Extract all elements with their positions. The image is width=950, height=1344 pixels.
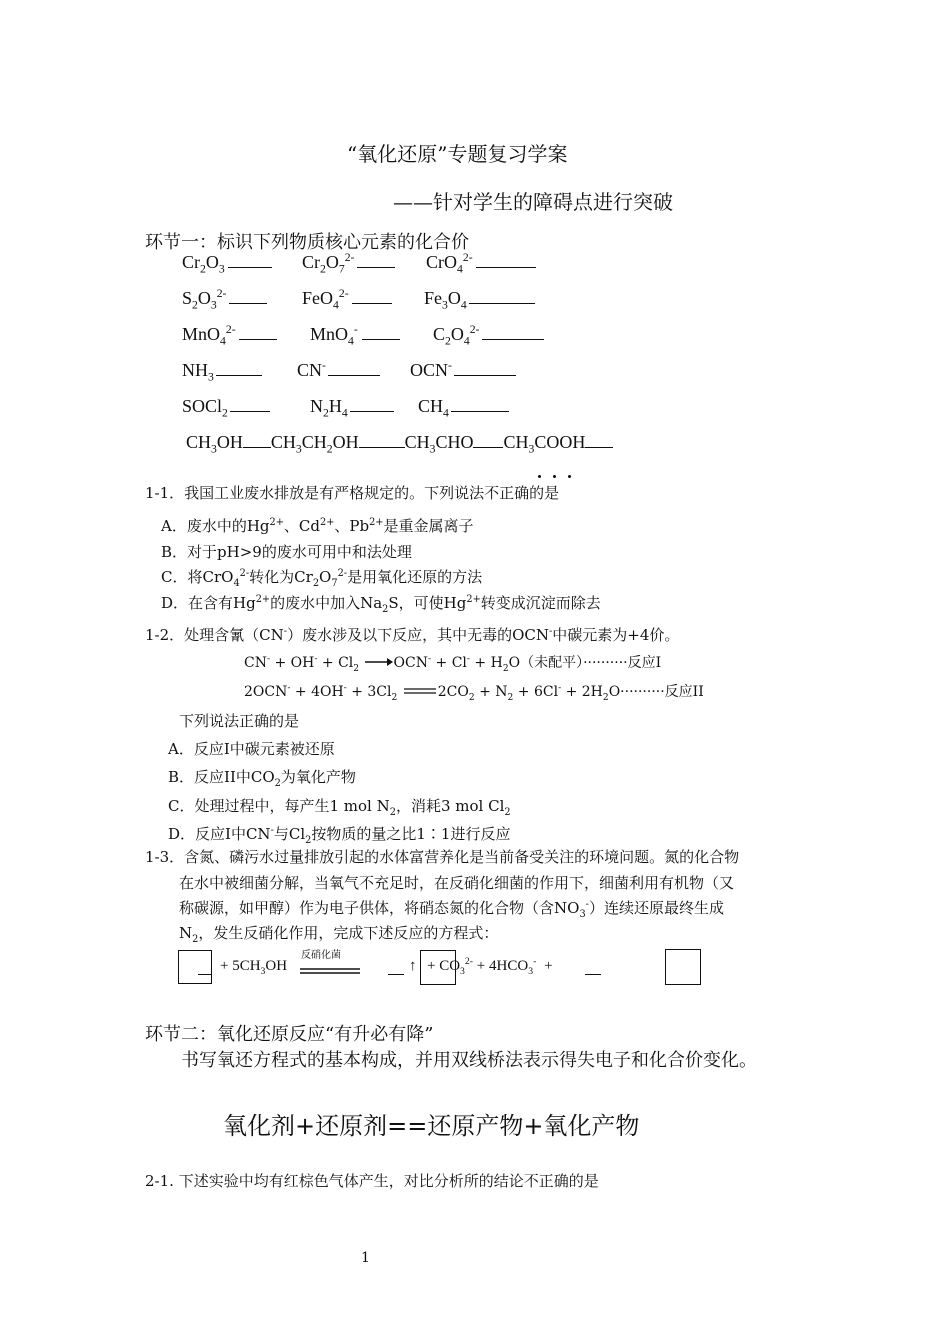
answer-blank[interactable] [239,338,277,340]
answer-blank[interactable] [451,410,509,412]
formula-mno4: MnO$_4$- [310,324,400,345]
formula-cr2o3: $Cr_2O_3$ [182,252,272,273]
q1-2-stem: 1-2．处理含氰（CN-）废水涉及以下反应，其中无毒的OCN-中碳元素为+4价。 [145,626,680,644]
formula-ch4: $CH_4$ [418,396,509,417]
section2-description: 书写氧还方程式的基本构成，并用双线桥法表示得失电子和化合价变化。 [181,1050,757,1071]
emphasis-dot [538,475,541,478]
q1-1-stem: 1-1．我国工业废水排放是有严格规定的。下列说法不正确的是 [145,484,560,502]
formula-c2o4: $C_2O_4^{2-}$ [433,324,544,345]
answer-box-reactant[interactable] [178,950,212,984]
answer-blank[interactable] [198,973,212,975]
answer-blank[interactable] [216,374,262,376]
reaction-2: $2OCN^- + 4OH^- + 3Cl_2$ $2CO_2 + N_2 + 6Cl^- + 2H_2O\cdot\cdot\cdot\cdot\cdot\cdot\cdot\cdot\cdot\cdot$反应II [244,683,704,703]
answer-blank[interactable] [229,302,267,304]
page-subtitle: ——针对学生的障碍点进行突破 [393,190,673,214]
answer-blank[interactable] [476,266,536,268]
section1-heading: 环节一：标识下列物质核心元素的化合价 [145,232,469,253]
answer-blank[interactable] [228,266,272,268]
formula-fe3o4: $Fe_3O_4$ [424,288,535,309]
gas-arrow-icon: ↑ [409,958,417,974]
q1-1-option-c[interactable]: C．将CrO$_4^{2-}$转化为$Cr_2O_7^{2-}$是用氧化还原的方法 [161,568,483,589]
answer-blank[interactable] [388,973,404,975]
answer-blank[interactable] [469,302,535,304]
redox-general-formula: 氧化剂+还原剂==还原产物+氧化产物 [223,1112,640,1140]
answer-blank[interactable] [230,410,270,412]
formula-socl2: SOCl$_2$ [182,396,270,417]
emphasis-dot [553,475,556,478]
q1-2-prompt: 下列说法正确的是 [179,712,300,730]
page-title: “氧化还原”专题复习学案 [347,142,568,166]
section2-heading: 环节二：氧化还原反应“有升必有降” [145,1024,434,1045]
q1-2-option-c[interactable]: C．处理过程中，每产生1 mol $N_2$，消耗3 mol $Cl_2$ [168,797,511,818]
q2-1-stem: 2-1. 下述实验中均有红棕色气体产生，对比分析所的结论不正确的是 [145,1172,599,1190]
formula-cro4: CrO$_4^{2-}$ [426,252,536,273]
formula-nh3: $NH_3$ [182,360,262,381]
q1-3-line3: 称碳源，如甲醇）作为电子供体，将硝态氮的化合物（含$NO_3^-$）连续还原最终生成 [179,899,724,920]
formula-cr2o7: $Cr_2O_7^{2-}$ [302,252,395,273]
formula-feo4: FeO$_4^{2-}$ [302,288,392,309]
q1-1-option-d[interactable]: D．在含有$Hg^{2+}$的废水中加入$Na_2S$，可使$Hg^{2+}$转变成沉淀而除去 [161,594,601,615]
reaction-arrow-icon [364,655,394,671]
catalyst-label: 反硝化菌 [301,950,341,961]
formula-n2h4: $N_2H_4$ [310,396,394,417]
answer-blank[interactable] [350,410,394,412]
answer-blank[interactable] [482,338,544,340]
q1-2-option-b[interactable]: B．反应II中$CO_2$为氧化产物 [168,768,356,789]
q1-3-line2: 在水中被细菌分解，当氧气不充足时，在反硝化细菌的作用下，细菌利用有机物（又 [179,874,735,892]
q1-2-option-d[interactable]: D．反应I中CN-与$Cl_2$按物质的量之比1∶1进行反应 [168,825,511,846]
page-number: 1 [361,1250,370,1266]
answer-blank[interactable] [362,338,400,340]
methanol-term: + $5CH_3OH$ [220,958,288,977]
equals-sign-icon [402,684,438,700]
double-line-icon [300,960,360,979]
answer-blank[interactable] [585,446,613,448]
answer-blank[interactable] [352,302,392,304]
answer-blank[interactable] [473,446,503,448]
answer-box-product[interactable] [665,949,701,985]
formula-s2o3: $S_2O_3^{2-}$ [182,288,267,309]
answer-blank[interactable] [243,446,271,448]
answer-blank[interactable] [328,374,380,376]
answer-blank[interactable] [357,266,395,268]
q1-3-line1: 1-3．含氮、磷污水过量排放引起的水体富营养化是当前备受关注的环境问题。氮的化合物 [145,848,740,866]
q1-2-option-a[interactable]: A．反应I中碳元素被还原 [168,740,335,758]
answer-blank[interactable] [454,374,516,376]
answer-blank[interactable] [359,446,405,448]
formula-ocn: OCN- [410,360,516,381]
formula-mno4-2: MnO$_4^{2-}$ [182,324,277,345]
products-term: + $CO_3^{2-} + 4HCO_3^-$ + [427,956,553,977]
reaction-1: $CN^- + OH^- + Cl_2$ $OCN^- + Cl^- + H_2O$（未配平）··········反应I [244,654,662,674]
q1-3-line4: $N_2$，发生反硝化作用，完成下述反应的方程式： [179,924,499,945]
emphasis-dot [568,475,571,478]
formula-cn: CN- [297,360,380,381]
answer-blank[interactable] [585,973,601,975]
q1-1-option-a[interactable]: A．废水中的$Hg^{2+}$、$Cd^{2+}$、$Pb^{2+}$是重金属离子 [161,517,474,535]
formula-row-organics: $CH_3OH$ $CH_3CH_2OH$ $CH_3CHO$ $CH_3COOH$ [186,432,613,453]
q1-1-option-b[interactable]: B．对于pH>9的废水可用中和法处理 [161,543,412,561]
